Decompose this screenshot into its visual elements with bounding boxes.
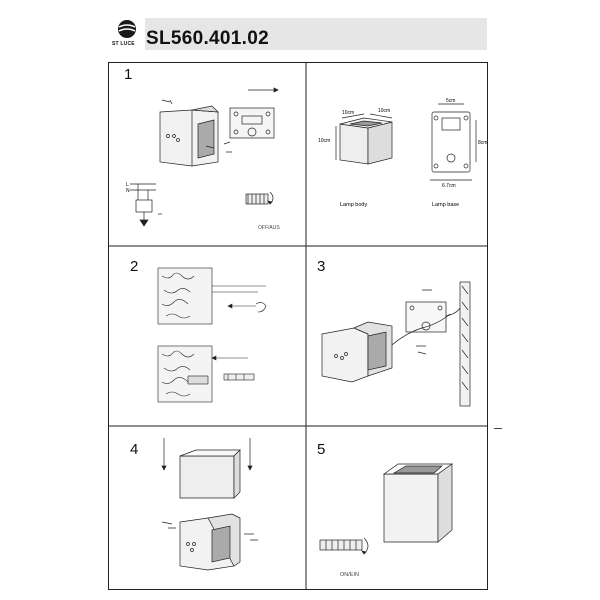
dim-body-depth: 10cm <box>378 108 391 114</box>
step-4-illustration <box>108 426 306 590</box>
step-number-4: 4 <box>130 441 139 458</box>
step-number-3: 3 <box>317 258 326 275</box>
model-number: SL560.401.02 <box>146 28 269 49</box>
dimensions-illustration <box>306 62 488 246</box>
step-number-1: 1 <box>124 66 133 83</box>
wire-label-l: L <box>126 182 129 188</box>
step-number-2: 2 <box>130 258 139 275</box>
dim-base-top: 5cm <box>446 98 456 104</box>
lamp-base-label: Lamp base <box>432 202 460 208</box>
lamp-body-label: Lamp body <box>340 202 368 208</box>
switch-on-label: ON/EIN <box>340 572 359 578</box>
step-2-illustration <box>108 246 306 426</box>
dim-base-bottom: 6.7cm <box>442 183 456 189</box>
dim-base-side: 8cm <box>478 140 488 146</box>
wire-label-n: N <box>126 188 130 194</box>
brand-name: ST LUCE <box>112 41 135 47</box>
step-3-illustration <box>306 246 488 426</box>
step-5-illustration <box>306 426 488 590</box>
dim-body-height: 10cm <box>318 138 331 144</box>
switch-off-label: OFF/AUS <box>258 225 280 231</box>
margin-tick <box>494 428 502 429</box>
dim-body-width: 10cm <box>342 110 355 116</box>
step-number-5: 5 <box>317 441 326 458</box>
step-1-illustration <box>108 62 306 246</box>
